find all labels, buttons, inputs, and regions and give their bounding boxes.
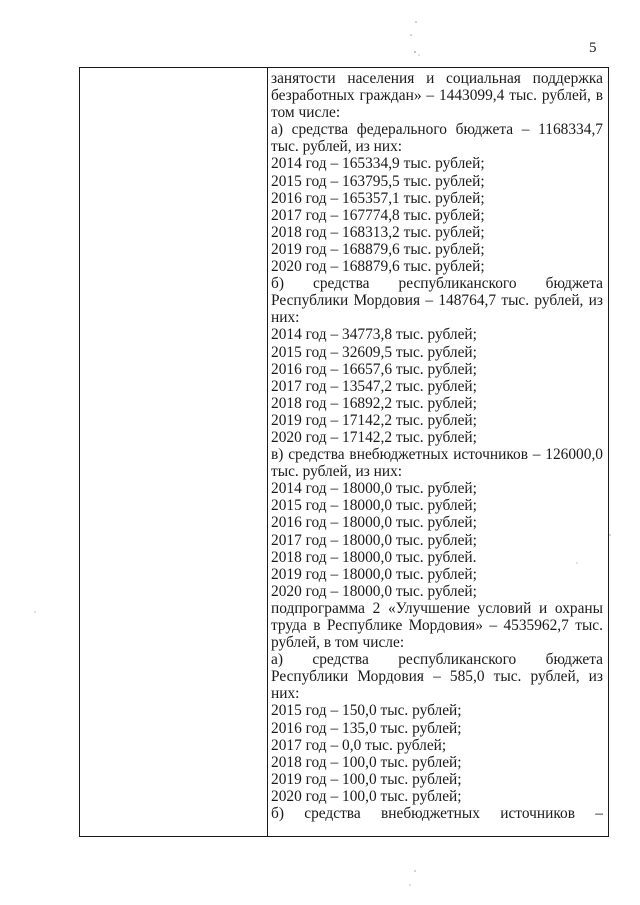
text-line: труда в Республике Мордовия» – 4535962,7 тыс. [271, 617, 603, 634]
text-line: тыс. рублей, из них: [271, 463, 403, 481]
text-line: них: [271, 309, 300, 327]
text-line: 2017 год – 0,0 тыс. рублей; [271, 736, 447, 754]
text-line: 2018 год – 16892,2 тыс. рублей; [271, 394, 477, 412]
text-line: 2019 год – 168879,6 тыс. рублей; [271, 240, 485, 258]
text-line: 2015 год – 32609,5 тыс. рублей; [271, 343, 477, 361]
text-line: 2017 год – 167774,8 тыс. рублей; [271, 206, 485, 224]
text-line: Республики Мордовия – 148764,7 тыс. рублей, из [271, 292, 603, 310]
text-line: 2014 год – 165334,9 тыс. рублей; [271, 155, 485, 173]
text-line: 2019 год – 17142,2 тыс. рублей; [271, 411, 477, 429]
text-line: б) средства внебюджетных источников – [271, 805, 603, 823]
text-line: 2020 год – 168879,6 тыс. рублей; [271, 258, 485, 276]
text-line: том числе: [271, 104, 341, 122]
text-line: 2014 год – 18000,0 тыс. рублей; [271, 480, 477, 498]
text-line: 2019 год – 100,0 тыс. рублей; [271, 770, 462, 788]
text-line: 2018 год – 168313,2 тыс. рублей; [271, 223, 485, 241]
text-line: подпрограмма 2 «Улучшение условий и охраны [271, 599, 603, 617]
text-line: 2019 год – 18000,0 тыс. рублей; [271, 565, 477, 583]
text-line: тыс. рублей, из них: [271, 138, 403, 156]
text-line: 2016 год – 16657,6 тыс. рублей; [271, 360, 477, 378]
text-line: а) средства республиканского бюджета [271, 651, 603, 669]
text-line: а) средства федерального бюджета – 1168334,7 [271, 121, 603, 139]
text-line: 2017 год – 13547,2 тыс. рублей; [271, 377, 477, 395]
text-line: занятости населения и социальная поддержка [271, 70, 603, 87]
text-line: 2017 год – 18000,0 тыс. рублей; [271, 531, 477, 549]
funding-text-cell [271, 70, 603, 822]
text-line: рублей, в том числе: [271, 634, 405, 652]
column-divider [267, 68, 268, 836]
text-line: 2020 год – 100,0 тыс. рублей; [271, 787, 462, 805]
text-line: 2020 год – 17142,2 тыс. рублей; [271, 428, 477, 446]
text-line: безработных граждан» – 1443099,4 тыс. рублей, в [271, 87, 603, 105]
text-line: Республики Мордовия – 585,0 тыс. рублей, из [271, 668, 603, 686]
text-line: 2015 год – 18000,0 тыс. рублей; [271, 497, 477, 515]
text-line: 2015 год – 150,0 тыс. рублей; [271, 702, 462, 720]
text-line: 2014 год – 34773,8 тыс. рублей; [271, 326, 477, 344]
text-line: 2015 год – 163795,5 тыс. рублей; [271, 172, 485, 190]
text-line: 2018 год – 100,0 тыс. рублей; [271, 753, 462, 771]
text-line: 2020 год – 18000,0 тыс. рублей; [271, 582, 477, 600]
page-number: 5 [589, 40, 597, 56]
text-line: них: [271, 685, 300, 703]
text-line: 2016 год – 135,0 тыс. рублей; [271, 719, 462, 737]
text-line: 2016 год – 18000,0 тыс. рублей; [271, 514, 477, 532]
text-line: в) средства внебюджетных источников – 126000,0 [271, 446, 603, 464]
text-line: 2018 год – 18000,0 тыс. рублей. [271, 548, 477, 566]
text-line: 2016 год – 165357,1 тыс. рублей; [271, 189, 485, 207]
text-line: б) средства республиканского бюджета [271, 275, 603, 293]
funding-table [79, 67, 609, 837]
